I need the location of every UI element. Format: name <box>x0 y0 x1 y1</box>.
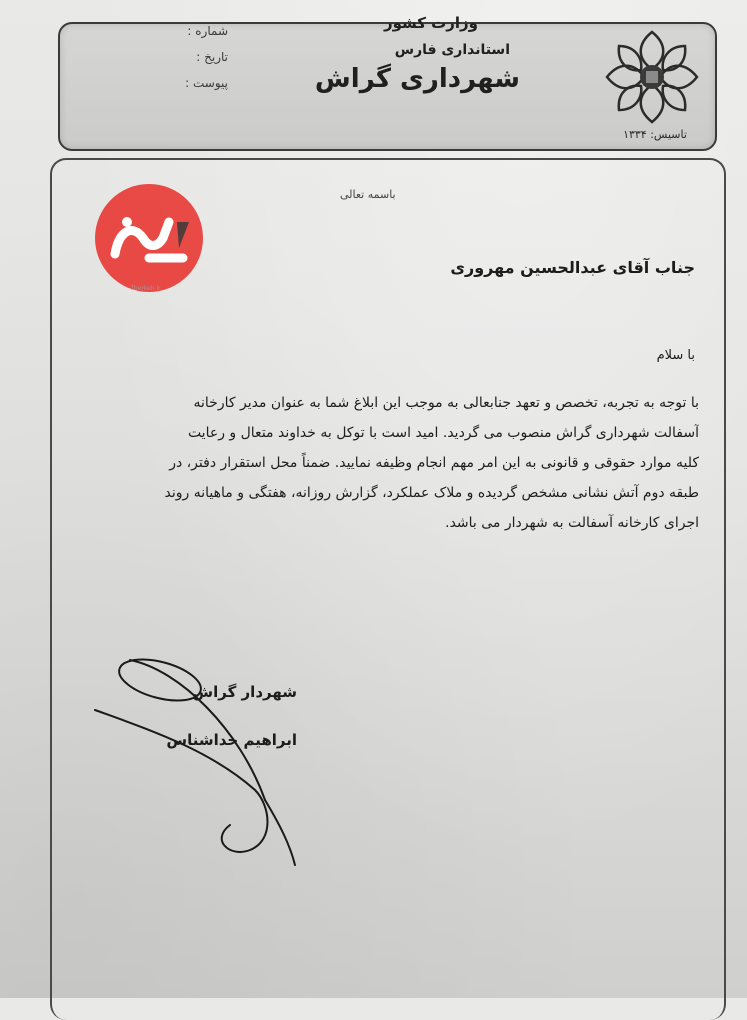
addressee: جناب آقای عبدالحسین مهروری <box>450 258 695 277</box>
letterhead-title <box>290 14 530 94</box>
paragraph-line: با توجه به تجربه، تخصص و تعهد جنابعالی به موجب این ابلاغ شما به عنوان مدیر کارخانه <box>193 395 699 411</box>
greeting: با سلام <box>656 348 695 363</box>
paragraph-line: آسفالت شهرداری گراش منصوب می گردید. امید است با توکل به خداوند متعال و رعایت <box>187 425 699 441</box>
paragraph-line: اجرای کارخانه آسفالت به شهردار می باشد. <box>445 515 699 531</box>
municipality-name: شهرداری گراش <box>314 64 520 94</box>
ministry-name: وزارت کشور <box>383 14 478 32</box>
invocation: باسمه تعالی <box>340 188 396 201</box>
watermark-caption: 7berkeh.ir <box>130 285 161 292</box>
municipality-emblem-icon <box>597 24 707 144</box>
paragraph-line: کلیه موارد حقوقی و قانونی به این امر مهم انجام وظیفه نمایید. ضمناً محل استقرار دفتر، در <box>169 455 699 471</box>
province-name: استانداری فارس <box>394 42 510 58</box>
paragraph-line: طبقه دوم آتش نشانی مشخص گردیده و ملاک عملکرد، گزارش روزانه، هفتگی و ماهیانه روند <box>164 485 699 501</box>
signatory-name: ابراهیم خداشناس <box>166 731 297 749</box>
signatory-title: شهردار گراش <box>192 683 297 701</box>
site-watermark-logo <box>93 182 205 294</box>
founded-year: تاسیس: ۱۳۳۴ <box>623 128 687 141</box>
number-label: شماره : <box>187 24 228 38</box>
attachment-label: پیوست : <box>185 76 228 90</box>
letter-paragraph <box>84 388 699 538</box>
letterhead-meta <box>118 18 228 96</box>
handwritten-signature <box>90 640 310 870</box>
date-label: تاریخ : <box>196 50 228 64</box>
